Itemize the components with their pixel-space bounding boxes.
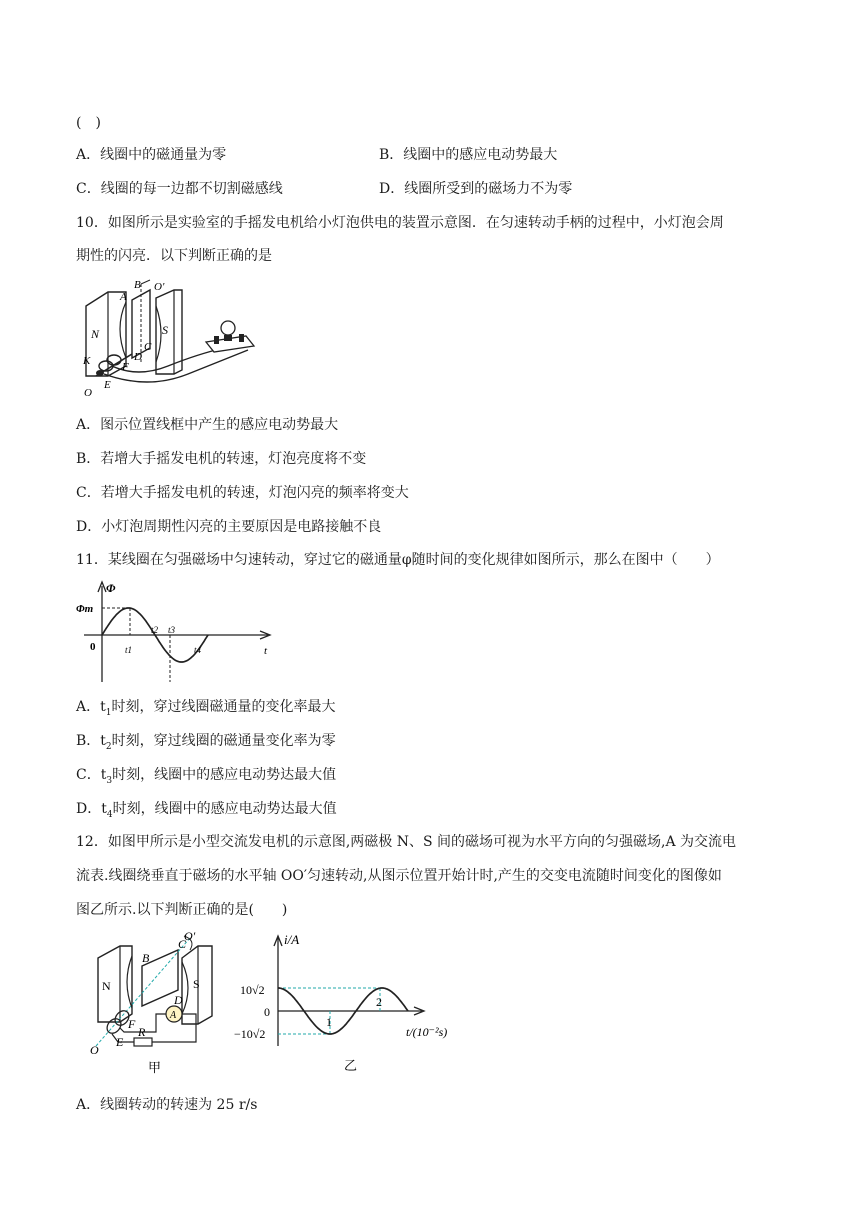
q9-option-d: D．线圈所受到的磁场力不为零 <box>379 181 573 197</box>
q9-paren: ( ) <box>76 115 101 131</box>
q10-stem-line1: 10．如图所示是实验室的手摇发电机给小灯泡供电的装置示意图．在匀速转动手柄的过程中，小灯泡会周 <box>76 215 724 231</box>
q9-option-c: C．线圈的每一边都不切割磁感线 <box>76 181 283 197</box>
q10-option-a: A．图示位置线框中产生的感应电动势最大 <box>76 417 339 433</box>
q11-option-c: C．$t_3$时刻，线圈中的感应电动势达最大值 <box>76 767 337 786</box>
q10-label-n: N <box>91 327 100 341</box>
q11-tick-t1: t1 <box>125 645 133 655</box>
q11-option-a: A．$t_1$时刻，穿过线圈磁通量的变化率最大 <box>76 699 336 718</box>
q10-option-c: C．若增大手摇发电机的转速，灯泡闪亮的频率将变大 <box>76 485 409 501</box>
q12-yi-caption: 乙 <box>344 1058 358 1073</box>
q12-yi-y-label: i/A <box>284 932 300 947</box>
q12-jia-label-a: A <box>170 1010 177 1021</box>
q12-jia-label-o: O <box>90 1043 99 1057</box>
q12-yi-tick-2: 2 <box>376 995 382 1009</box>
q12-current-chart-yi <box>232 928 468 1076</box>
q12-jia-caption: 甲 <box>148 1060 162 1075</box>
q12-jia-label-e: E <box>116 1035 124 1049</box>
q10-label-a: A <box>120 291 127 303</box>
q9-option-b: B．线圈中的感应电动势最大 <box>379 147 558 163</box>
q11-x-label: t <box>264 645 268 657</box>
q10-label-d: D <box>134 351 142 363</box>
q11-y-tick: Φm <box>76 603 94 615</box>
q10-option-d: D．小灯泡周期性闪亮的主要原因是电路接触不良 <box>76 519 382 535</box>
q12-yi-y-top: 10√2 <box>240 983 265 997</box>
q10-label-o-prime: O' <box>154 281 165 293</box>
q12-jia-label-s: S <box>193 977 200 991</box>
q12-jia-label-r: R <box>138 1025 146 1039</box>
q12-yi-x-label: t/(10⁻²s) <box>406 1025 448 1039</box>
q11-stem: 11．某线圈在匀强磁场中匀速转动，穿过它的磁通量φ随时间的变化规律如图所示，那么在图中（ ） <box>76 552 720 568</box>
q11-tick-t3: t3 <box>168 625 176 635</box>
q12-stem-line3: 图乙所示.以下判断正确的是( ) <box>76 902 288 918</box>
q11-option-d: D．$t_4$时刻，线圈中的感应电动势达最大值 <box>76 801 337 820</box>
q12-jia-label-n: N <box>102 979 111 993</box>
q12-stem-line1: 12．如图甲所示是小型交流发电机的示意图,两磁极 N、S 间的磁场可视为水平方向的匀强磁场,A 为交流电 <box>76 834 737 850</box>
q12-jia-label-c: C <box>178 937 187 951</box>
q9-option-a: A．线圈中的磁通量为零 <box>76 147 227 163</box>
q12-yi-y-bottom: −10√2 <box>234 1027 266 1041</box>
q11-flux-chart <box>74 578 284 688</box>
q10-label-b: B <box>134 279 141 291</box>
q10-label-o: O <box>84 387 92 398</box>
q12-stem-line2: 流表.线圈绕垂直于磁场的水平轴 OO′匀速转动,从图示位置开始计时,产生的交变电流随时间变化的图像如 <box>76 868 722 884</box>
q12-generator-figure-jia <box>86 928 226 1076</box>
q11-option-b: B．$t_2$时刻，穿过线圈的磁通量变化率为零 <box>76 733 336 752</box>
q12-jia-label-b: B <box>142 951 150 965</box>
q10-label-k: K <box>83 355 91 367</box>
q10-label-f: F <box>122 361 129 373</box>
q11-origin: 0 <box>90 641 96 653</box>
q12-jia-label-d: D <box>174 993 183 1007</box>
q12-yi-tick-1: 1 <box>326 1015 332 1029</box>
q12-jia-label-o-prime: O′ <box>184 929 196 943</box>
q10-label-e: E <box>104 379 111 391</box>
q12-yi-y-zero: 0 <box>264 1005 270 1019</box>
q11-tick-t2: t2 <box>151 625 159 635</box>
q12-jia-label-f: F <box>128 1017 136 1031</box>
q11-y-label: Φ <box>106 581 116 595</box>
q10-stem-line2: 期性的闪亮．以下判断正确的是 <box>76 248 272 264</box>
q11-tick-t4: t4 <box>194 645 202 655</box>
q10-label-c: C <box>144 341 152 353</box>
q10-label-s: S <box>162 323 168 337</box>
q12-option-a: A．线圈转动的转速为 25 r/s <box>76 1097 258 1113</box>
q10-generator-figure <box>78 278 263 398</box>
q10-option-b: B．若增大手摇发电机的转速，灯泡亮度将不变 <box>76 451 367 467</box>
